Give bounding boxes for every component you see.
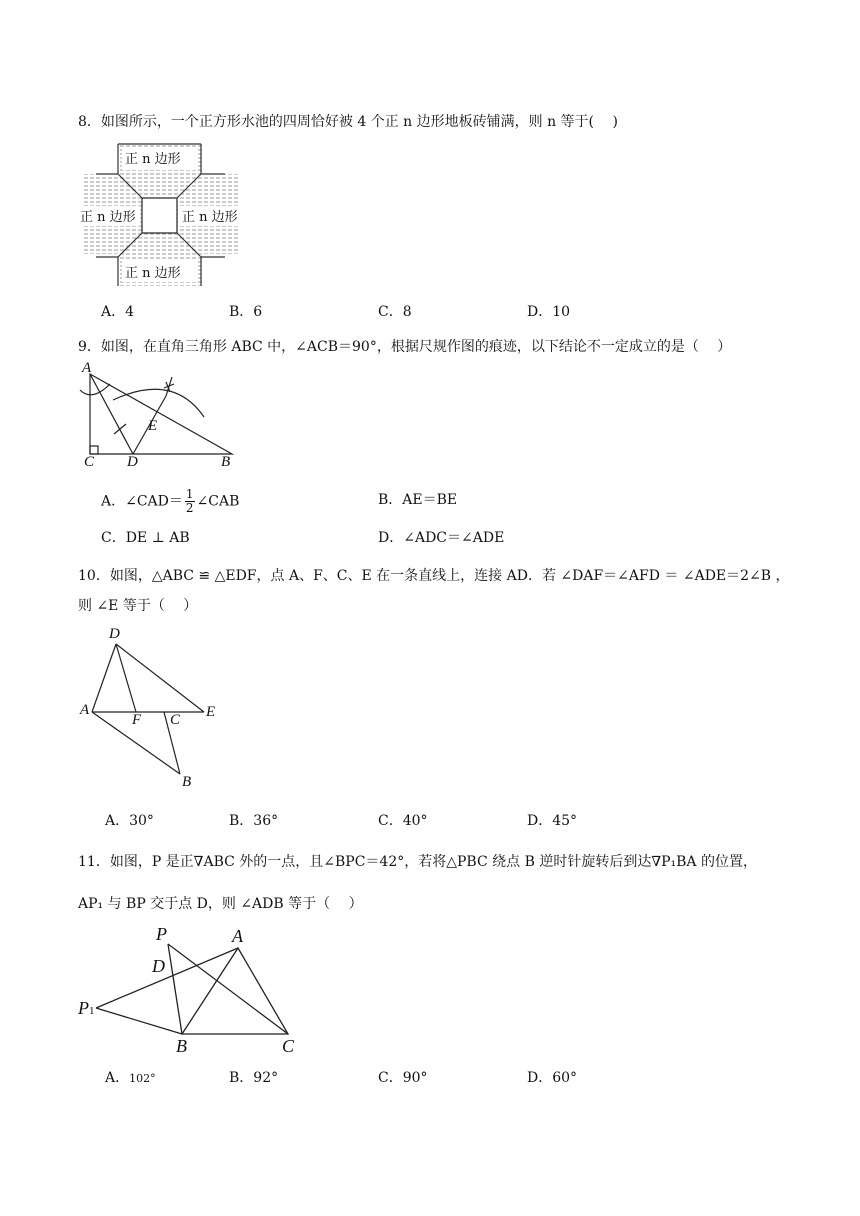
label-e: E bbox=[206, 704, 216, 720]
question-10-stem-line-1: 10．如图，△ABC ≌ △EDF，点 A、F、C、E 在一条直线上，连接 AD．若 ∠DAF＝∠AFD ＝ ∠ADE＝2∠B ， bbox=[78, 568, 790, 584]
q11-option-d[interactable]: D．60° bbox=[527, 1070, 578, 1086]
q9-option-d[interactable]: D．∠ADC＝∠ADE bbox=[378, 530, 505, 546]
tile-label-left: 正 n 边形 bbox=[80, 210, 136, 225]
question-9-figure bbox=[78, 362, 248, 472]
label-c: C bbox=[170, 712, 181, 728]
fraction-denominator: 2 bbox=[185, 501, 194, 515]
q10-option-b[interactable]: B．36° bbox=[229, 813, 279, 829]
q8-option-b[interactable]: B．6 bbox=[229, 304, 263, 320]
label-d: D bbox=[109, 626, 120, 642]
label-b: B bbox=[176, 1036, 187, 1056]
label-c: C bbox=[282, 1036, 295, 1056]
q8-option-a[interactable]: A．4 bbox=[101, 304, 135, 320]
label-d: D bbox=[152, 956, 165, 976]
label-e: E bbox=[148, 418, 158, 434]
fraction-numerator: 1 bbox=[185, 487, 194, 501]
question-11-stem-line-1: 11．如图，P 是正∇ABC 外的一点，且∠BPC＝42°，若将△PBC 绕点 B 逆时针旋转后到达∇P₁BA 的位置， bbox=[78, 854, 757, 870]
question-11-stem-line-2: AP₁ 与 BP 交于点 D，则 ∠ADB 等于（ ） bbox=[78, 896, 363, 912]
label-p1 bbox=[78, 998, 95, 1019]
question-8-stem: 8．如图所示，一个正方形水池的四周恰好被 4 个正 n 边形地板砖铺满，则 n 等于( ) bbox=[78, 114, 618, 130]
tile-label-right: 正 n 边形 bbox=[182, 210, 238, 225]
question-10-figure bbox=[78, 626, 228, 796]
label-b: B bbox=[221, 454, 231, 470]
label-p1-letter: P bbox=[78, 998, 89, 1018]
q9-option-b[interactable]: B．AE＝BE bbox=[378, 492, 458, 508]
label-p1-subscript: 1 bbox=[89, 1005, 95, 1017]
q11-option-a-value: 102° bbox=[129, 1072, 156, 1085]
q9-option-a[interactable] bbox=[101, 488, 239, 515]
label-p: P bbox=[156, 924, 167, 944]
rotated-triangle-diagram bbox=[78, 922, 308, 1062]
q9-option-a-suffix: ∠CAB bbox=[196, 493, 240, 510]
label-a: A bbox=[80, 702, 90, 718]
q8-option-d[interactable]: D．10 bbox=[527, 304, 571, 320]
label-f: F bbox=[132, 712, 142, 728]
label-c: C bbox=[84, 454, 95, 470]
tile-label-top: 正 n 边形 bbox=[125, 152, 181, 167]
q11-option-a-prefix: A． bbox=[105, 1070, 130, 1086]
label-b: B bbox=[182, 774, 192, 790]
q11-option-c[interactable]: C．90° bbox=[378, 1070, 428, 1086]
q9-option-a-prefix: A．∠CAD＝ bbox=[101, 493, 183, 510]
q10-option-a[interactable]: A．30° bbox=[105, 813, 154, 829]
q8-option-c[interactable]: C．8 bbox=[378, 304, 412, 320]
q11-option-a[interactable] bbox=[105, 1068, 156, 1089]
q10-option-d[interactable]: D．45° bbox=[527, 813, 578, 829]
label-a: A bbox=[82, 360, 92, 376]
question-11-figure bbox=[78, 922, 308, 1062]
question-10-stem-line-2: 则 ∠E 等于（ ） bbox=[78, 598, 198, 614]
label-d: D bbox=[127, 454, 138, 470]
fraction-one-half bbox=[185, 488, 195, 515]
tile-label-bottom: 正 n 边形 bbox=[125, 266, 181, 281]
q11-option-b[interactable]: B．92° bbox=[229, 1070, 279, 1086]
label-a: A bbox=[232, 926, 243, 946]
question-8-figure bbox=[78, 140, 243, 290]
q9-option-c[interactable]: C．DE ⊥ AB bbox=[101, 530, 190, 546]
q10-option-c[interactable]: C．40° bbox=[378, 813, 428, 829]
question-9-stem: 9．如图，在直角三角形 ABC 中，∠ACB＝90°，根据尺规作图的痕迹，以下结论不一定成立的是（ ） bbox=[78, 339, 732, 355]
